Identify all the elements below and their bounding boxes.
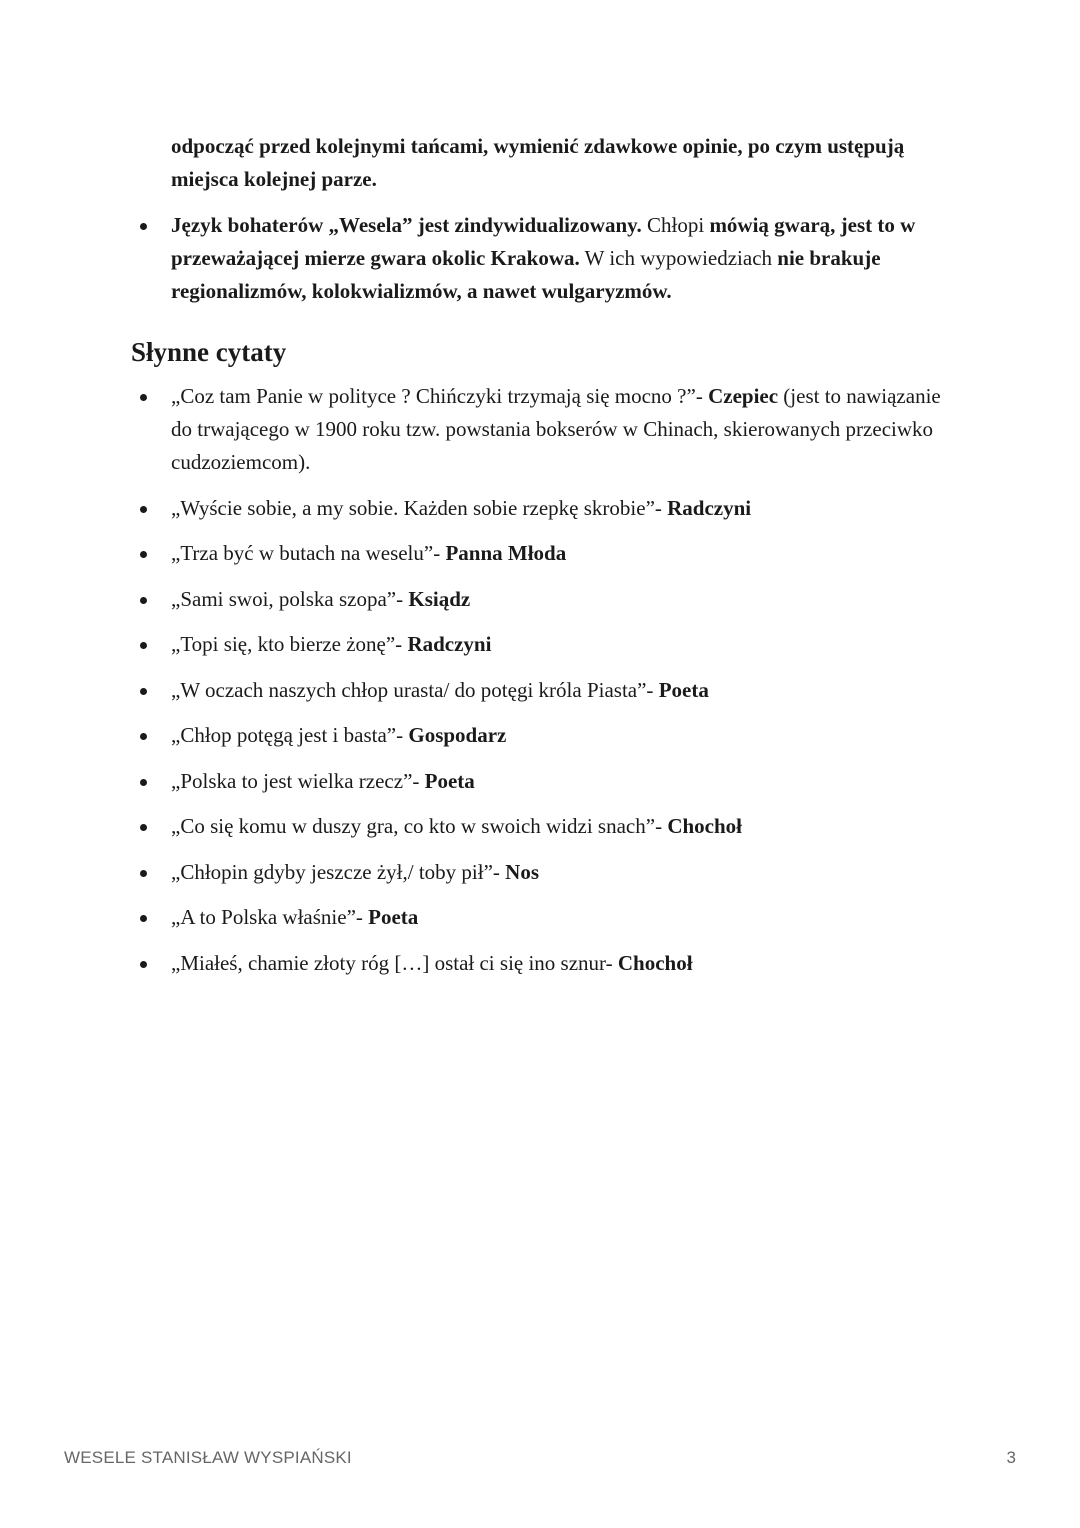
bullet-icon <box>140 223 147 230</box>
quote-text: „Miałeś, chamie złoty róg […] ostał ci się ino sznur- <box>171 950 618 975</box>
list-item <box>131 209 961 308</box>
quote-item <box>131 674 961 707</box>
quote-text: „Polska to jest wielka rzecz”- <box>171 768 425 793</box>
quote-text: „Co się komu w duszy gra, co kto w swoich widzi snach”- <box>171 814 668 838</box>
bold-text: mówią gwarą, jest to w przeważającej mierze gwara okolic Krakowa. <box>171 213 916 270</box>
quote-text: „A to Polska właśnie”- <box>171 905 369 929</box>
quote-speaker: Czepiec <box>708 384 779 408</box>
quote-note: (jest to nawiązanie do trwającego w 1900 roku tzw. powstania bokserów w Chinach, skierowanych przeciwko cudzoziemcom). <box>171 384 941 474</box>
quote-speaker: Radczyni <box>667 495 752 520</box>
quote-speaker: Panna Młoda <box>445 541 567 565</box>
quote-item <box>131 628 961 661</box>
quote-text: „Wyście sobie, a my sobie. Każden sobie rzepkę skrobie”- <box>171 495 668 520</box>
quote-item <box>131 492 961 525</box>
quote-speaker: Nos <box>505 859 540 884</box>
bullet-icon <box>140 824 147 831</box>
quote-speaker: Poeta <box>368 905 419 929</box>
text: Chłopi <box>641 213 710 237</box>
bold-text: Język bohaterów „Wesela” jest zindywidualizowany. <box>171 213 642 237</box>
bullet-icon <box>140 394 147 401</box>
quote-speaker: Poeta <box>658 677 709 702</box>
quote-speaker: Gospodarz <box>408 723 507 747</box>
footer-document-title: WESELE STANISŁAW WYSPIAŃSKI <box>64 1448 352 1467</box>
bullet-icon <box>140 688 147 695</box>
quote-text: „Topi się, kto bierze żonę”- <box>171 632 408 656</box>
quote-speaker: Chochoł <box>617 950 693 975</box>
quote-text: „Sami swoi, polska szopa”- <box>171 586 409 611</box>
bullet-icon <box>140 551 147 558</box>
quote-speaker: Radczyni <box>407 632 492 656</box>
bullet-icon <box>140 915 147 922</box>
quote-item <box>131 537 961 570</box>
section-title: Słynne cytaty <box>131 337 287 367</box>
quote-item <box>131 947 961 980</box>
quote-text: „Chłop potęgą jest i basta”- <box>171 723 409 747</box>
quote-item <box>131 583 961 616</box>
quote-item <box>131 856 961 889</box>
quote-text: „Coz tam Panie w polityce ? Chińczyki trzymają się mocno ?”- <box>171 384 709 408</box>
quote-item <box>131 765 961 798</box>
list-item <box>131 130 961 196</box>
quote-item <box>131 380 961 479</box>
text: W ich wypowiedziach <box>579 246 778 270</box>
famous-quotes-list <box>131 380 961 992</box>
quote-item <box>131 901 961 934</box>
character-language-list <box>131 130 961 321</box>
quote-item <box>131 810 961 843</box>
footer-page-number: 3 <box>1006 1448 1016 1467</box>
bullet-icon <box>140 733 147 740</box>
bullet-icon <box>140 870 147 877</box>
bullet-icon <box>140 506 147 513</box>
quote-text: „Trza być w butach na weselu”- <box>171 541 446 565</box>
quote-speaker: Chochoł <box>667 814 742 838</box>
quote-text: „W oczach naszych chłop urasta/ do potęgi króla Piasta”- <box>171 677 659 702</box>
quote-item <box>131 719 961 752</box>
bullet-icon <box>140 779 147 786</box>
bold-text: nie brakuje regionalizmów, kolokwializmów, a nawet wulgaryzmów. <box>171 246 881 303</box>
bullet-icon <box>140 642 147 649</box>
quote-speaker: Ksiądz <box>408 586 471 611</box>
bullet-icon <box>140 961 147 968</box>
bullet-icon <box>140 597 147 604</box>
quote-text: „Chłopin gdyby jeszcze żył,/ toby pił”- <box>171 859 506 884</box>
bold-text: odpocząć przed kolejnymi tańcami, wymienić zdawkowe opinie, po czym ustępują miejsca kolejnej parze. <box>171 134 905 191</box>
quote-speaker: Poeta <box>424 768 475 793</box>
